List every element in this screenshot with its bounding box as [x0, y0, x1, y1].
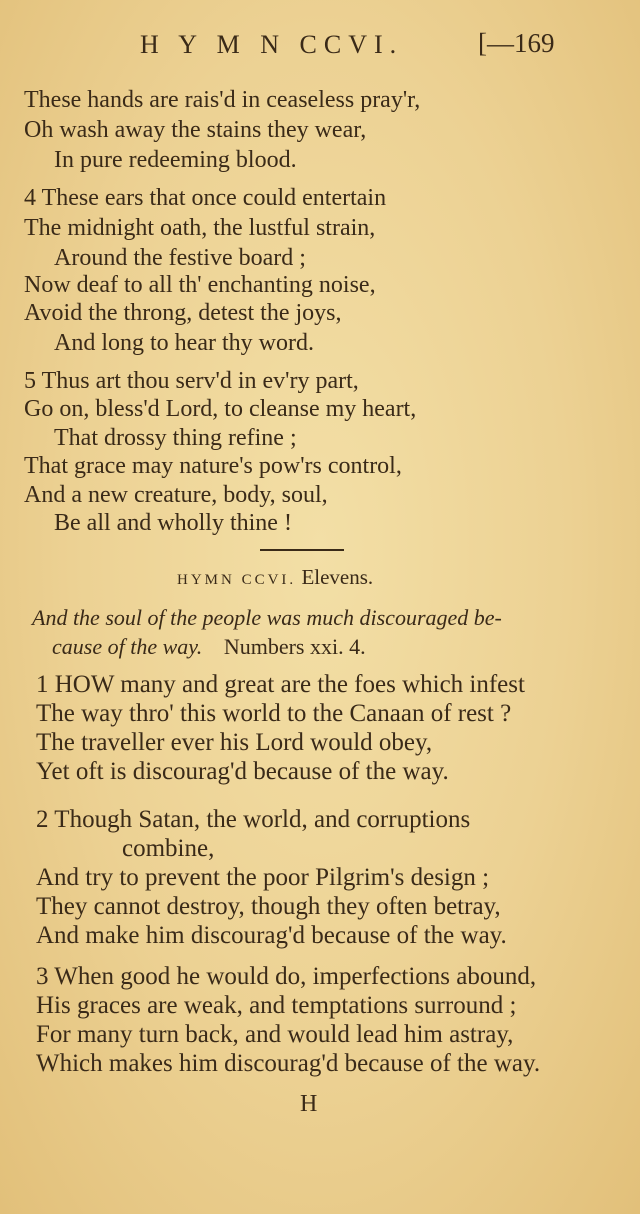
verse-line: That grace may nature's pow'rs control, — [24, 453, 402, 479]
hymn-heading — [177, 565, 373, 590]
verse-line: 2 Though Satan, the world, and corruptions — [36, 806, 471, 833]
verse-line: Oh wash away the stains they wear, — [24, 117, 367, 143]
verse-line: The midnight oath, the lustful strain, — [24, 215, 376, 241]
running-header — [0, 30, 640, 64]
hymn-meter: Elevens. — [301, 565, 374, 589]
verse-line: And try to prevent the poor Pilgrim's design ; — [36, 864, 490, 891]
verse-line: His graces are weak, and temptations surround ; — [36, 992, 517, 1019]
verse-line: The way thro' this world to the Canaan of rest ? — [36, 700, 512, 727]
section-divider — [260, 549, 344, 551]
verse-line: Avoid the throng, detest the joys, — [24, 300, 342, 326]
verse-line: 5 Thus art thou serv'd in ev'ry part, — [24, 368, 359, 394]
verse-line: Around the festive board ; — [54, 245, 306, 271]
verse-line: Which makes him discourag'd because of the way. — [36, 1050, 541, 1077]
verse-line: They cannot destroy, though they often betray, — [36, 893, 501, 920]
verse-line: The traveller ever his Lord would obey, — [36, 729, 433, 756]
verse-line: That drossy thing refine ; — [54, 425, 297, 451]
epigraph-line — [52, 632, 366, 662]
verse-line: These hands are rais'd in ceaseless pray'r, — [24, 87, 421, 113]
verse-line: And make him discourag'd because of the way. — [36, 922, 507, 949]
verse-line: 1 HOW many and great are the foes which infest — [36, 671, 525, 698]
scripture-reference: Numbers xxi. 4. — [223, 634, 366, 659]
running-title: H Y M N CCVI. — [140, 30, 404, 59]
verse-line: combine, — [122, 835, 215, 862]
epigraph-text: cause of the way. — [52, 634, 203, 659]
epigraph-line: And the soul of the people was much discouraged be- — [32, 605, 502, 630]
verse-line: In pure redeeming blood. — [54, 147, 297, 173]
page-number: [—169 — [478, 28, 555, 58]
verse-line: Yet oft is discourag'd because of the way. — [36, 758, 449, 785]
verse-line: Go on, bless'd Lord, to cleanse my heart, — [24, 396, 417, 422]
signature-mark: H — [300, 1091, 318, 1117]
verse-line: And long to hear thy word. — [54, 330, 314, 356]
verse-line: Be all and wholly thine ! — [54, 510, 292, 536]
verse-line: Now deaf to all th' enchanting noise, — [24, 272, 376, 298]
verse-line: 4 These ears that once could entertain — [24, 185, 387, 211]
verse-line: And a new creature, body, soul, — [24, 482, 328, 508]
hymn-number: HYMN CCVI. — [177, 572, 297, 588]
verse-line: 3 When good he would do, imperfections abound, — [36, 963, 537, 990]
verse-line: For many turn back, and would lead him astray, — [36, 1021, 514, 1048]
